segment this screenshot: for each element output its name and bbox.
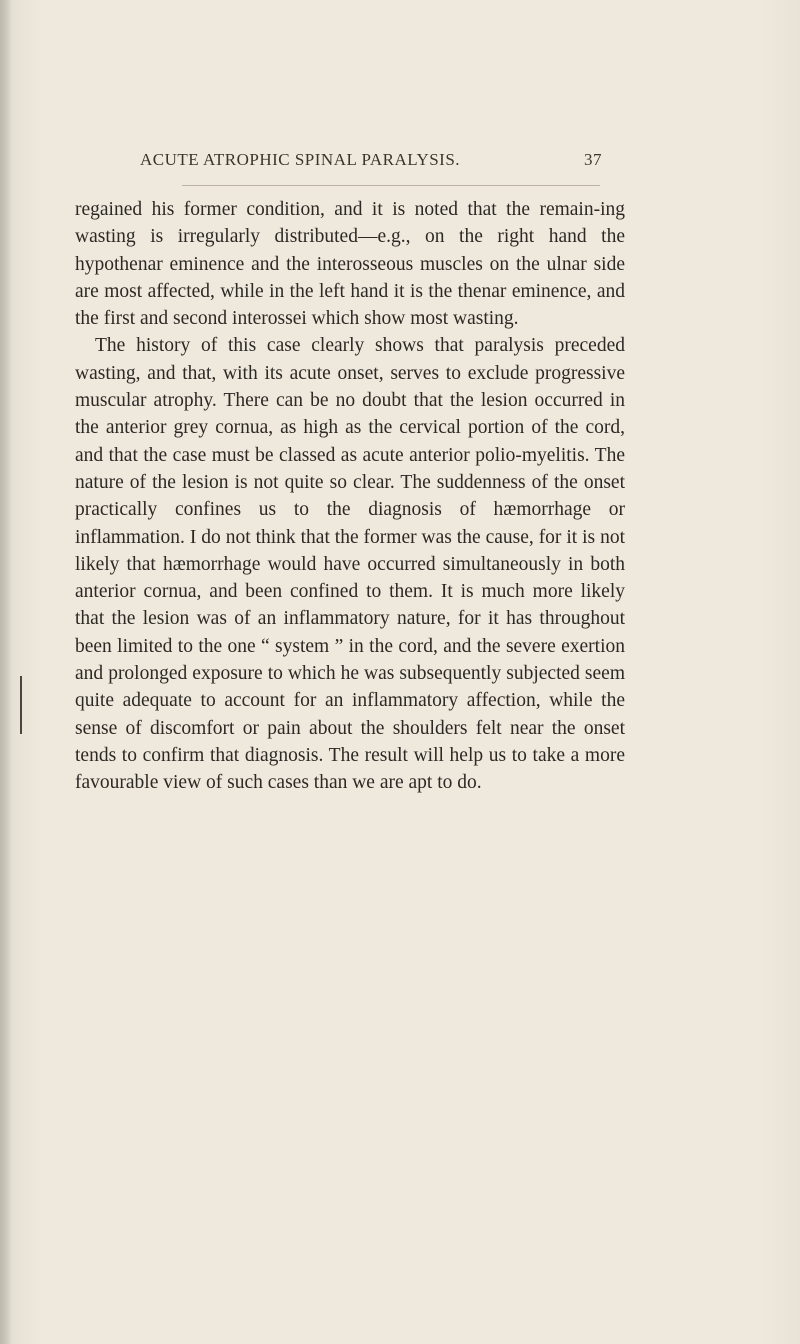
gutter-shadow (0, 0, 12, 1344)
header-rule (182, 185, 600, 186)
margin-mark (20, 676, 22, 734)
paragraph-1: regained his former condition, and it is noted that the remain-ing wasting is irregularly distributed—e.g., on the right hand the hypothenar eminence and the interosseous muscles on the ulnar side are most affected, while in the left hand it is the thenar eminence, and the first and second interossei which show most wasting. (75, 199, 625, 330)
body-text (75, 196, 625, 797)
paragraph-2: The history of this case clearly shows that paralysis preceded wasting, and that, with its acute onset, serves to exclude progressive muscular atrophy. There can be no doubt that the lesion occurred in the anterior grey cornua, as high as the cervical portion of the cord, and that the case must be classed as acute anterior polio-myelitis. The nature of the lesion is not quite so clear. The suddenness of the onset practically confines us to the diagnosis of hæmorrhage or inflammation. I do not think that the former was the cause, for it is not likely that hæmorrhage would have occurred simultaneously in both anterior cornua, and been confined to them. It is much more likely that the lesion was of an inflammatory nature, for it has throughout been limited to the one “ system ” in the cord, and the severe exertion and prolonged exposure to which he was subsequently subjected seem quite adequate to account for an inflammatory affection, while the sense of discomfort or pain about the shoulders felt near the onset tends to confirm that diagnosis. The result will help us to take a more favourable view of such cases than we are apt to do. (75, 335, 625, 794)
running-head-title: ACUTE ATROPHIC SPINAL PARALYSIS. (140, 150, 461, 169)
page-number: 37 (584, 150, 602, 169)
